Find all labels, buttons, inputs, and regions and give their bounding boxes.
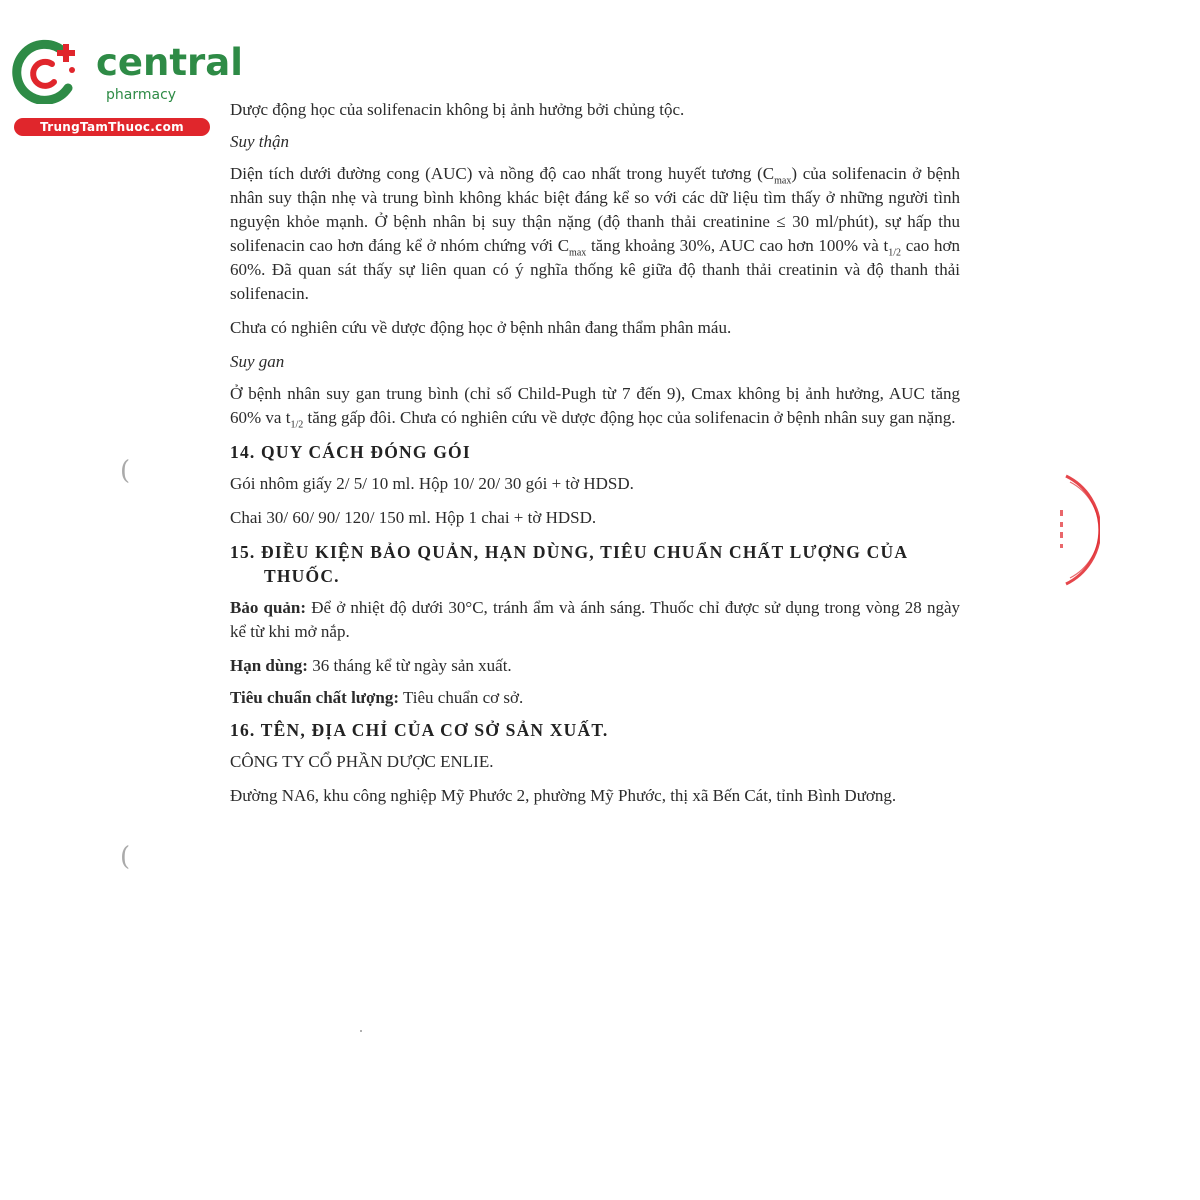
pharmacy-cross-logo-icon	[12, 38, 84, 104]
quality-paragraph: Tiêu chuẩn chất lượng: Tiêu chuẩn cơ sở.	[230, 688, 524, 707]
storage-paragraph: Bảo quản: Để ở nhiệt độ dưới 30°C, tránh ẩm và ánh sáng. Thuốc chỉ được sử dụng trong vòng 28 ngày kể từ khi mở nắp.	[230, 598, 960, 641]
scan-mark-parenthesis-top: (	[120, 456, 131, 486]
packaging-sachet: Gói nhôm giấy 2/ 5/ 10 ml. Hộp 10/ 20/ 30 gói + tờ HDSD.	[230, 474, 634, 493]
storage-label: Bảo quản:	[230, 598, 307, 617]
renal-impairment-subheading: Suy thận	[230, 132, 290, 151]
red-seal-stamp-icon	[1060, 470, 1100, 590]
scan-mark-parenthesis-bottom: (	[120, 842, 131, 872]
renal-paragraph-2: Chưa có nghiên cứu về dược động học ở bệnh nhân đang thẩm phân máu.	[230, 318, 732, 337]
section-14-heading: 14. QUY CÁCH ĐÓNG GÓI	[230, 442, 471, 462]
section-16-heading: 16. TÊN, ĐỊA CHỈ CỦA CƠ SỞ SẢN XUẤT.	[230, 720, 609, 740]
renal-paragraph-1: Diện tích dưới đường cong (AUC) và nồng độ cao nhất trong huyết tương $(C_{max})$ của solifenacin ở bệnh nhân suy thận nhẹ và trung bình không khác biệt đáng kể so với các dữ liệu tìm thấy ở những người tình nguyện khỏe mạnh. Ở bệnh nhân bị suy thận nặng (độ thanh thải creatinine ≤ 30 ml/phút), sự hấp thu solifenacin cao hơn đáng kể ở nhóm chứng với $C_{max}$ tăng khoảng 30%, AUC cao hơn 100% và $t_{1/2}$ cao hơn 60%. Đã quan sát thấy sự liên quan có ý nghĩa thống kê giữa độ thanh thải creatinin và độ thanh thải solifenacin.	[230, 164, 960, 303]
document-body	[230, 98, 960, 818]
expiry-paragraph: Hạn dùng: 36 tháng kể từ ngày sản xuất.	[230, 656, 512, 675]
hepatic-paragraph: Ở bệnh nhân suy gan trung bình (chỉ số Child-Pugh từ 7 đến 9), Cmax không bị ảnh hưởng, AUC tăng 60% va $t_{1/2}$ tăng gấp đôi. Chưa có nghiên cứu về dược động học của solifenacin ở bệnh nhân suy gan nặng.	[230, 384, 960, 431]
quality-label: Tiêu chuẩn chất lượng:	[230, 688, 400, 707]
central-pharmacy-logo	[12, 38, 243, 138]
section-15-heading-line2: THUỐC.	[264, 566, 340, 586]
logo-sub-text: pharmacy	[106, 87, 177, 103]
section-15-heading-line1: 15. ĐIỀU KIỆN BẢO QUẢN, HẠN DÙNG, TIÊU CHUẨN CHẤT LƯỢNG CỦA	[230, 542, 909, 562]
scan-speck	[360, 1030, 362, 1032]
section-15-heading	[230, 540, 960, 588]
manufacturer-name: CÔNG TY CỔ PHẦN DƯỢC ENLIE.	[230, 752, 494, 771]
logo-website-badge: TrungTamThuoc.com	[14, 118, 210, 136]
packaging-bottle: Chai 30/ 60/ 90/ 120/ 150 ml. Hộp 1 chai + tờ HDSD.	[230, 508, 597, 527]
race-paragraph: Dược động học của solifenacin không bị ảnh hưởng bởi chủng tộc.	[230, 100, 685, 119]
manufacturer-address: Đường NA6, khu công nghiệp Mỹ Phước 2, phường Mỹ Phước, thị xã Bến Cát, tỉnh Bình Dương.	[230, 786, 897, 805]
expiry-label: Hạn dùng:	[230, 656, 308, 675]
hepatic-impairment-subheading: Suy gan	[230, 352, 285, 371]
logo-brand-text: central	[96, 41, 243, 84]
